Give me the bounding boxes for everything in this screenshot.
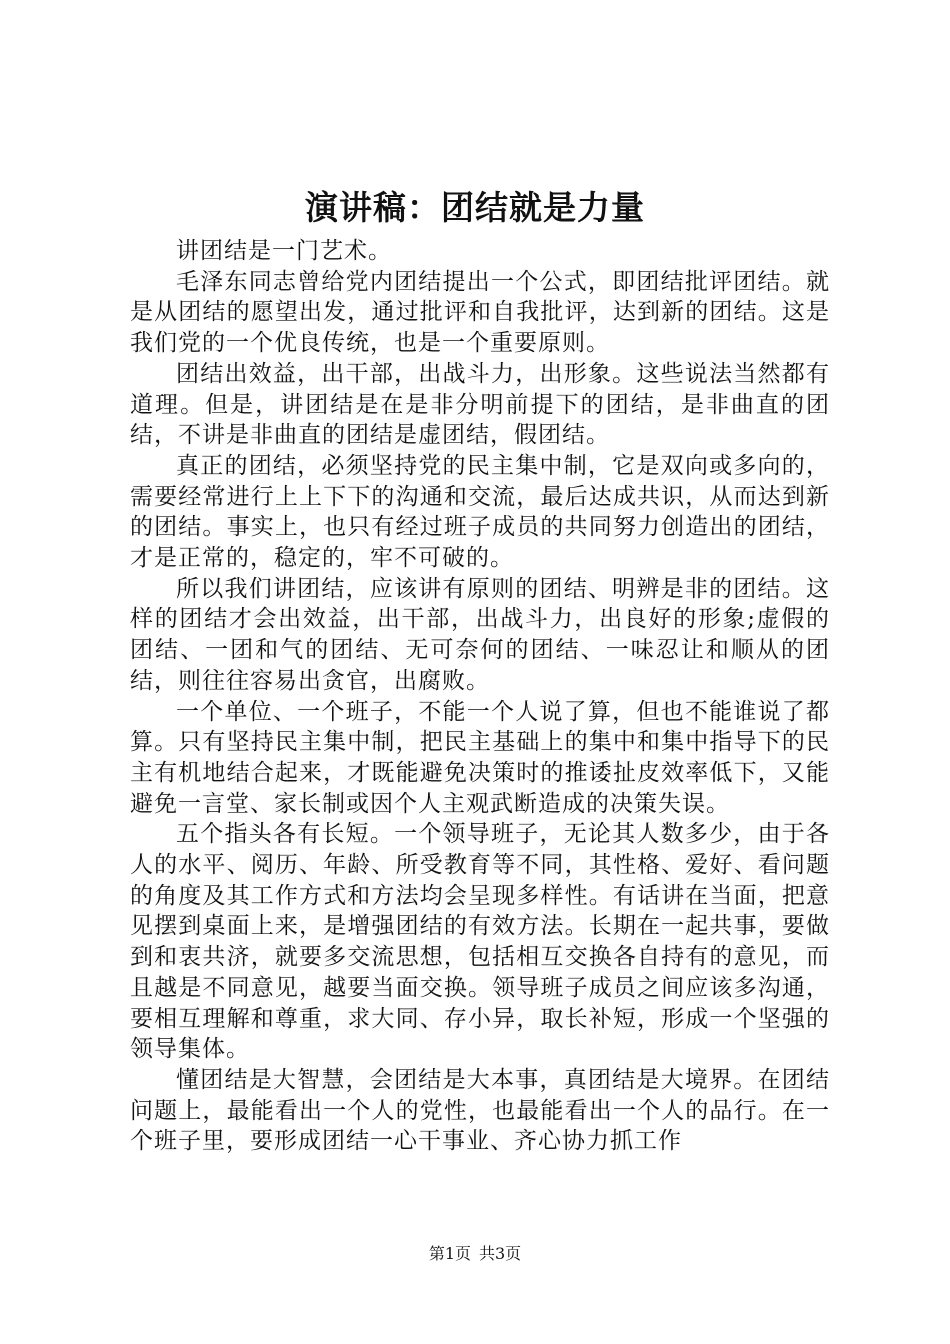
paragraph: 一个单位、一个班子，不能一个人说了算，但也不能谁说了都算。只有坚持民主集中制，把民主基础上的集中和集中指导下的民主有机地结合起来，才既能避免决策时的推诿扯皮效率低下，又能避免一言堂、家长制或因个人主观武断造成的决策失误。	[130, 698, 830, 817]
paragraph: 真正的团结，必须坚持党的民主集中制，它是双向或多向的，需要经常进行上上下下的沟通和交流，最后达成共识，从而达到新的团结。事实上，也只有经过班子成员的共同努力创造出的团结，才是正常的，稳定的，牢不可破的。	[130, 452, 830, 572]
paragraph: 团结出效益，出干部，出战斗力，出形象。这些说法当然都有道理。但是，讲团结是在是非分明前提下的团结，是非曲直的团结，不讲是非曲直的团结是虚团结，假团结。	[130, 360, 830, 449]
paragraph: 懂团结是大智慧，会团结是大本事，真团结是大境界。在团结问题上，最能看出一个人的党性，也最能看出一个人的品行。在一个班子里，要形成团结一心干事业、齐心协力抓工作	[130, 1066, 830, 1155]
page-total: 共3页	[479, 1244, 522, 1263]
paragraph: 毛泽东同志曾给党内团结提出一个公式，即团结批评团结。就是从团结的愿望出发，通过批评和自我批评，达到新的团结。这是我们党的一个优良传统，也是一个重要原则。	[130, 268, 830, 357]
paragraph: 五个指头各有长短。一个领导班子，无论其人数多少，由于各人的水平、阅历、年龄、所受教育等不同，其性格、爱好、看问题的角度及其工作方式和方法均会呈现多样性。有话讲在当面，把意见摆到桌面上来，是增强团结的有效方法。长期在一起共事，要做到和衷共济，就要多交流思想，包括相互交换各自持有的意见，而且越是不同意见，越要当面交换。领导班子成员之间应该多沟通，要相互理解和尊重，求大同、存小异，取长补短，形成一个坚强的领导集体。	[130, 821, 830, 1063]
page-number: 第1页	[428, 1244, 471, 1263]
document-body	[130, 236, 830, 1157]
document-title: 演讲稿：团结就是力量	[305, 188, 645, 227]
paragraph: 讲团结是一门艺术。	[176, 238, 392, 264]
paragraph: 所以我们讲团结，应该讲有原则的团结、明辨是非的团结。这样的团结才会出效益，出干部，出战斗力，出良好的形象;虚假的团结、一团和气的团结、无可奈何的团结、一味忍让和顺从的团结，则往往容易出贪官，出腐败。	[130, 575, 830, 694]
page-footer	[0, 1243, 950, 1265]
